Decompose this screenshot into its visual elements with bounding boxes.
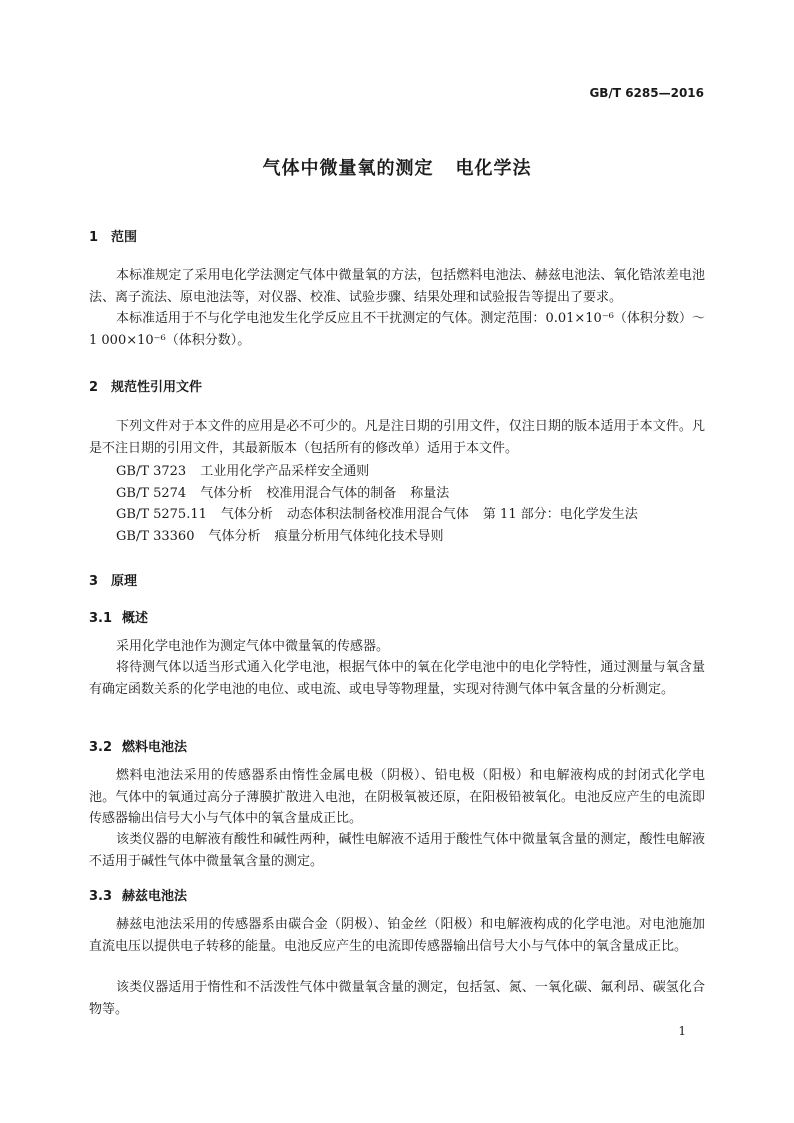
paragraph: 下列文件对于本文件的应用是必不可少的。凡是注日期的引用文件，仅注日期的版本适用于本文件。凡是不注日期的引用文件，其最新版本（包括所有的修改单）适用于本文件。 (89, 419, 705, 456)
page-number: 1 (678, 1024, 686, 1038)
section-number: 3 (89, 574, 99, 589)
subsection-title: 赫兹电池法 (122, 889, 188, 904)
paragraph: 该类仪器适用于惰性和不活泼性气体中微量氧含量的测定，包括氢、氮、一氧化碳、氟利昂、碳氢化合物等。 (89, 980, 705, 1017)
reference-title: 称量法 (410, 485, 450, 501)
section-title: 规范性引用文件 (111, 380, 203, 395)
section-1-heading (89, 226, 137, 245)
reference-code: GB/T 5275.11 (116, 507, 207, 522)
reference-code: GB/T 5274 (116, 485, 187, 501)
reference-title: 校准用混合气体的制备 (266, 485, 397, 501)
list-item (116, 483, 638, 505)
reference-title: 动态体积法制备校准用混合气体 (286, 507, 469, 522)
subsection-3-2-heading (89, 736, 187, 755)
reference-title: 痕量分析用气体纯化技术导则 (274, 528, 444, 544)
reference-title: 气体分析 (208, 528, 261, 544)
subsection-title: 概述 (122, 611, 149, 626)
section-3-heading (89, 570, 137, 589)
subsection-3-3-heading (89, 885, 187, 904)
paragraph: 采用化学电池作为测定气体中微量氧的传感器。 (116, 639, 390, 654)
reference-title: 工业用化学产品采样安全通则 (200, 464, 370, 479)
list-item (116, 504, 638, 526)
title-main: 气体中微量氧的测定 (262, 158, 434, 179)
title-sub: 电化学法 (455, 158, 532, 179)
list-item (116, 526, 638, 548)
document-title (0, 154, 794, 180)
reference-code: GB/T 33360 (116, 528, 195, 544)
paragraph: 本标准规定了采用电化学法测定气体中微量氧的方法，包括燃料电池法、赫兹电池法、氧化锆浓差电池法、离子流法、原电池法等，对仪器、校准、试验步骤、结果处理和试验报告等提出了要求。 (89, 268, 705, 305)
paragraph: 燃料电池法采用的传感器系由惰性金属电极（阴极）、铅电极（阳极）和电解液构成的封闭式化学电池。气体中的氧通过高分子薄膜扩散进入电池，在阴极氧被还原，在阳极铅被氧化。电池反应产生的电流即传感器输出信号大小与气体中的氧含量成正比。 (89, 768, 705, 826)
reference-title: 气体分析 (220, 507, 273, 522)
paragraph: 赫兹电池法采用的传感器系由碳合金（阴极）、铂金丝（阳极）和电解液构成的化学电池。对电池施加直流电压以提供电子转移的能量。电池反应产生的电流即传感器输出信号大小与气体中的氧含量成正比。 (89, 917, 705, 954)
subsection-title: 燃料电池法 (122, 740, 188, 755)
section-number: 2 (89, 380, 99, 395)
section-title: 范围 (111, 230, 138, 245)
list-item (116, 461, 638, 483)
section-title: 原理 (111, 574, 138, 589)
paragraph: 该类仪器的电解液有酸性和碱性两种，碱性电解液不适用于酸性气体中微量氧含量的测定，酸性电解液不适用于碱性气体中微量氧含量的测定。 (89, 832, 705, 869)
reference-title: 气体分析 (200, 485, 253, 501)
standard-code: GB/T 6285—2016 (589, 86, 704, 100)
subsection-3-1-heading (89, 607, 148, 626)
paragraph: 本标准适用于不与化学电池发生化学反应且不干扰测定的气体。测定范围：0.01×10⁻⁶（体积分数）～1 000×10⁻⁶（体积分数）。 (89, 311, 705, 348)
subsection-number: 3.3 (89, 889, 113, 904)
subsection-number: 3.2 (89, 740, 113, 755)
reference-title: 第 11 部分：电化学发生法 (482, 507, 638, 522)
reference-code: GB/T 3723 (116, 464, 187, 479)
subsection-number: 3.1 (89, 611, 113, 626)
normative-references-list (116, 461, 638, 547)
section-2-heading (89, 376, 202, 395)
paragraph: 将待测气体以适当形式通入化学电池，根据气体中的氧在化学电池中的电化学特性，通过测量与氧含量有确定函数关系的化学电池的电位、或电流、或电导等物理量，实现对待测气体中氧含量的分析测定。 (89, 660, 705, 697)
section-number: 1 (89, 230, 99, 245)
